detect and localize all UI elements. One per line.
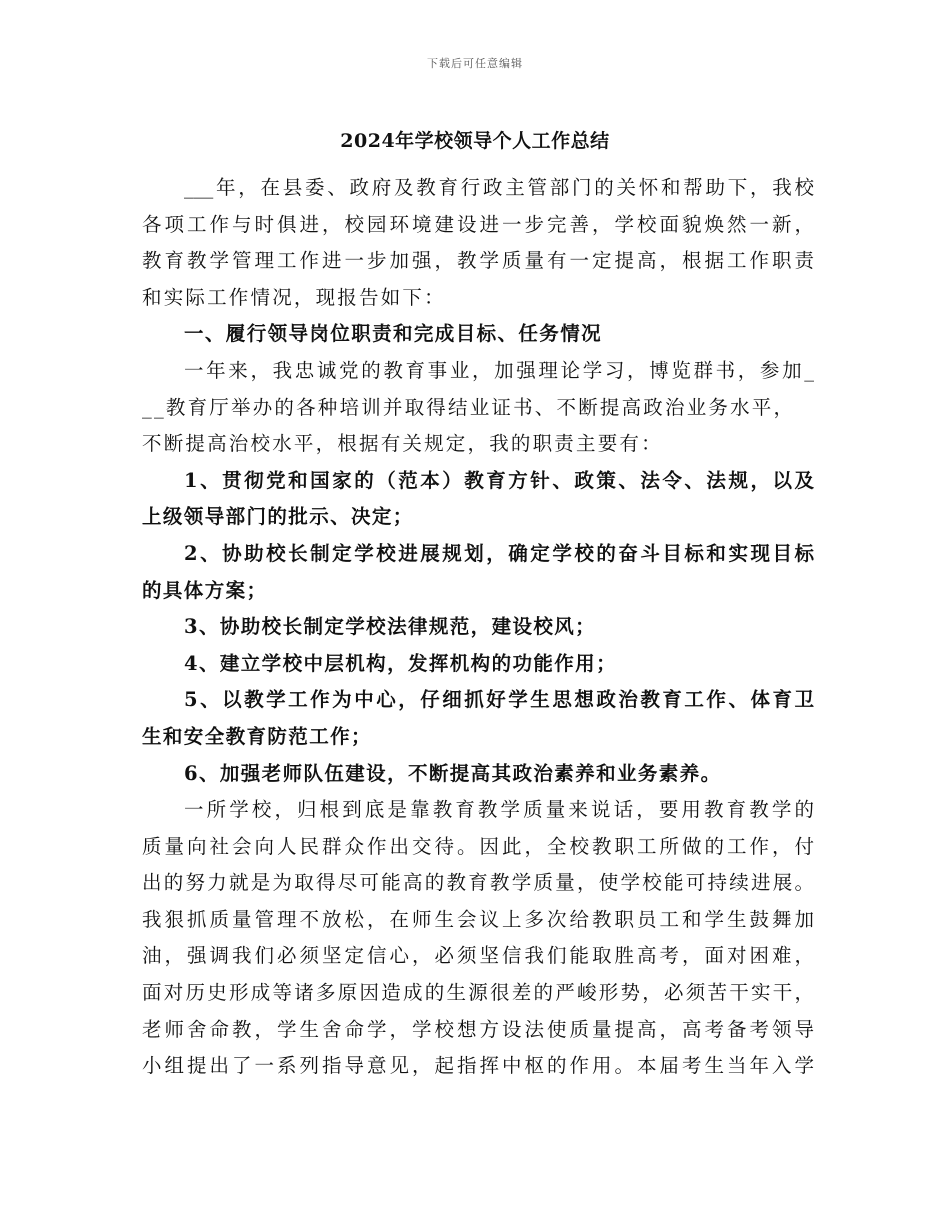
body-line: 和实际工作情况，现报告如下：	[142, 285, 446, 309]
body-line-bold: 生和安全教育防范工作；	[142, 724, 372, 748]
body-line: 一年来，我忠诚党的教育事业，加强理论学习，博览群书，参加_	[184, 358, 814, 382]
body-line: 面对历史形成等诸多原因造成的生源很差的严峻形势，必须苦干实干，	[142, 981, 814, 1005]
body-line: 出的努力就是为取得尽可能高的教育教学质量，使学校能可持续进展。	[142, 871, 814, 895]
body-line-bold: 的具体方案；	[142, 578, 268, 602]
body-line: 小组提出了一系列指导意见，起指挥中枢的作用。本届考生当年入学	[142, 1054, 814, 1078]
body-line-bold: 3、协助校长制定学校法律规范，建设校风；	[184, 615, 597, 639]
body-line: 老师舍命教，学生舍命学，学校想方设法使质量提高，高考备考领导	[142, 1017, 814, 1041]
body-line: 一所学校，归根到底是靠教育教学质量来说话，要用教育教学的	[184, 798, 814, 822]
body-line: 教育教学管理工作进一步加强，教学质量有一定提高，根据工作职责	[142, 249, 814, 273]
body-line-bold: 5、以教学工作为中心，仔细抓好学生思想政治教育工作、体育卫	[184, 688, 814, 712]
body-line: 各项工作与时俱进，校园环境建设进一步完善，学校面貌焕然一新，	[142, 212, 814, 236]
body-line-bold: 6、加强老师队伍建设，不断提高其政治素养和业务素养。	[184, 761, 722, 785]
body-line-bold: 上级领导部门的批示、决定；	[142, 505, 414, 529]
body-line: 质量向社会向人民群众作出交待。因此，全校教职工所做的工作，付	[142, 834, 814, 858]
body-line-bold: 2、协助校长制定学校进展规划，确定学校的奋斗目标和实现目标	[184, 541, 814, 565]
body-line-bold: 1、贯彻党和国家的（范本）教育方针、政策、法令、法规，以及	[184, 468, 814, 492]
document-title: 2024年学校领导个人工作总结	[340, 130, 610, 152]
header-note: 下载后可任意编辑	[427, 57, 523, 70]
body-line-bold: 4、建立学校中层机构，发挥机构的功能作用；	[184, 651, 617, 675]
body-line: 不断提高治校水平，根据有关规定，我的职责主要有：	[142, 432, 663, 456]
body-line: 我狠抓质量管理不放松，在师生会议上多次给教职员工和学生鼓舞加	[142, 907, 814, 931]
body-line: ___年，在县委、政府及教育行政主管部门的关怀和帮助下，我校	[184, 176, 814, 199]
body-line: 油，强调我们必须坚定信心，必须坚信我们能取胜高考，面对困难，	[142, 944, 814, 968]
document-body	[142, 170, 814, 1085]
body-line: __教育厅举办的各种培训并取得结业证书、不断提高政治业务水平，	[142, 395, 796, 419]
body-line-bold: 一、履行领导岗位职责和完成目标、任务情况	[184, 322, 603, 346]
